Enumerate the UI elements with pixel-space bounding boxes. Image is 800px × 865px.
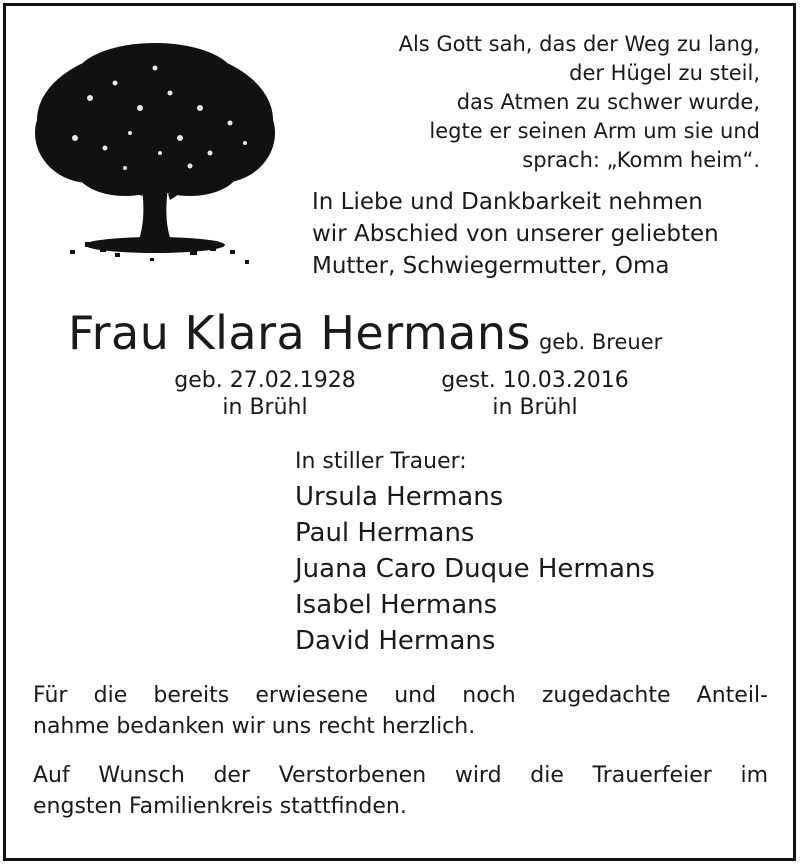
death-info bbox=[420, 367, 650, 421]
poem-line: legte er seinen Arm um sie und bbox=[429, 119, 760, 143]
tree-icon bbox=[30, 38, 280, 278]
death-place: in Brühl bbox=[492, 395, 578, 420]
mourner-name: David Hermans bbox=[295, 626, 496, 656]
poem-line: Als Gott sah, das der Weg zu lang, bbox=[398, 32, 760, 56]
funeral-text bbox=[33, 760, 768, 822]
poem-line: der Hügel zu steil, bbox=[569, 61, 760, 85]
birth-date: geb. 27.02.1928 bbox=[174, 368, 356, 393]
poem-line: das Atmen zu schwer wurde, bbox=[456, 90, 760, 114]
poem bbox=[320, 30, 760, 175]
birth-place: in Brühl bbox=[222, 395, 308, 420]
funeral-line: Auf Wunsch der Verstorbenen wird die Trauerfeier im bbox=[33, 763, 768, 788]
mourner-name: Ursula Hermans bbox=[295, 482, 504, 512]
mourner-name: Isabel Hermans bbox=[295, 590, 498, 620]
birth-info bbox=[160, 367, 370, 421]
intro-line: Mutter, Schwiegermutter, Oma bbox=[312, 253, 670, 279]
thanks-line: Für die bereits erwiesene und noch zugedachte Anteil- bbox=[33, 683, 768, 708]
mourner-name: Paul Hermans bbox=[295, 518, 475, 548]
intro-line: In Liebe und Dankbarkeit nehmen bbox=[312, 189, 703, 215]
deceased-name: Frau Klara Hermans bbox=[68, 306, 531, 360]
death-date: gest. 10.03.2016 bbox=[441, 368, 629, 393]
thanks-text bbox=[33, 680, 768, 742]
intro-text bbox=[312, 186, 772, 282]
deceased-name-line bbox=[68, 305, 768, 361]
intro-line: wir Abschied von unserer geliebten bbox=[312, 221, 719, 247]
funeral-line: engsten Familienkreis stattfinden. bbox=[33, 794, 407, 819]
mourners-section bbox=[295, 447, 775, 659]
maiden-name: geb. Breuer bbox=[538, 330, 663, 354]
poem-line: sprach: „Komm heim“. bbox=[522, 148, 760, 172]
thanks-line: nahme bedanken wir uns recht herzlich. bbox=[33, 714, 476, 739]
mourner-name: Juana Caro Duque Hermans bbox=[295, 554, 655, 584]
mourning-label: In stiller Trauer: bbox=[295, 449, 467, 474]
